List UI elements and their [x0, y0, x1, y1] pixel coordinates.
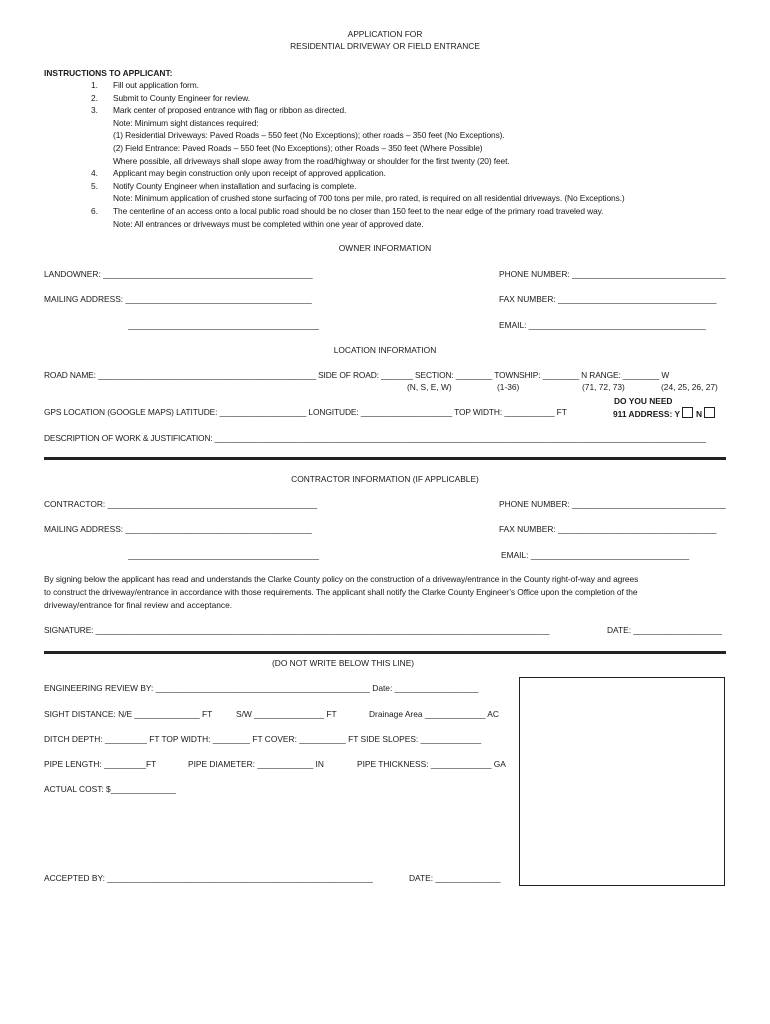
owner-phone-field[interactable]: PHONE NUMBER: _________________________________ — [499, 269, 726, 279]
road-location-fields[interactable]: ROAD NAME: ________________________________________________ SIDE OF ROAD: _______ SECTION: ________ TOWNSHIP: ________ N RANGE: ________ W — [44, 370, 670, 380]
owner-mailing-address-line2[interactable]: _________________________________________ — [128, 320, 319, 330]
sight-distance-sw-field[interactable]: S/W _______________ FT — [236, 709, 337, 719]
instruction-number: 5. — [91, 180, 98, 191]
instruction-text: (1) Residential Driveways: Paved Roads – 550 feet (No Exceptions); other roads – 350 feet (No Exceptions). — [113, 130, 505, 141]
agreement-text-line2: to construct the driveway/entrance in accordance with those requirements. The applicant shall notify the Clarke County Engineer’s Office upon the completion of the — [44, 587, 638, 597]
pipe-length-field[interactable]: PIPE LENGTH: _________FT — [44, 759, 157, 769]
pipe-thickness-field[interactable]: PIPE THICKNESS: _____________ GA — [357, 759, 506, 769]
engineering-review-field[interactable]: ENGINEERING REVIEW BY: ______________________________________________ Date: __________________ — [44, 683, 479, 693]
contractor-phone-field[interactable]: PHONE NUMBER: _________________________________ — [499, 499, 726, 509]
instruction-text: Note: Minimum application of crushed stone surfacing of 700 tons per mile, pro rated, is required on all residential driveways. (No Exceptions.) — [113, 193, 625, 204]
instruction-number: 6. — [91, 206, 98, 216]
sight-distance-ne-field[interactable]: SIGHT DISTANCE: N/E ______________ FT — [44, 709, 213, 719]
no-label: N — [696, 409, 703, 419]
accepted-date-field[interactable]: DATE: ______________ — [409, 873, 501, 883]
signature-field[interactable]: SIGNATURE: ____________________________________________________________________________________________________ — [44, 625, 550, 635]
form-subtitle: RESIDENTIAL DRIVEWAY OR FIELD ENTRANCE — [290, 41, 480, 51]
location-section-heading: LOCATION INFORMATION — [333, 345, 437, 355]
gps-location-fields[interactable]: GPS LOCATION (GOOGLE MAPS) LATITUDE: ___________________ LONGITUDE: ____________________ TOP WIDTH: ___________ FT — [44, 407, 567, 417]
instruction-text: Notify County Engineer when installation and surfacing is complete. — [113, 180, 357, 191]
drainage-area-field[interactable]: Drainage Area _____________ AC — [369, 709, 499, 719]
instruction-number: 2. — [91, 92, 98, 103]
instruction-text: The centerline of an access onto a local public road should be no closer than 150 feet to the near edge of the primary road traveled way. — [113, 206, 604, 216]
do-not-write-notice: (DO NOT WRITE BELOW THIS LINE) — [272, 658, 415, 668]
accepted-by-field[interactable]: ACCEPTED BY: _________________________________________________________ — [44, 873, 373, 883]
form-title: APPLICATION FOR — [347, 29, 423, 39]
address-911-question — [613, 407, 718, 420]
signature-date-field[interactable]: DATE: ___________________ — [607, 625, 722, 635]
office-sketch-box[interactable] — [519, 677, 725, 886]
owner-section-heading: OWNER INFORMATION — [338, 243, 432, 253]
do-you-need-label: DO YOU NEED — [614, 396, 673, 406]
instruction-number: 4. — [91, 168, 98, 179]
instruction-text: (2) Field Entrance: Paved Roads – 550 feet (No Exceptions); other Roads – 350 feet (Where Possible) — [113, 143, 483, 153]
description-of-work-field[interactable]: DESCRIPTION OF WORK & JUSTIFICATION: _____________________________________________________________________________________________________________ — [44, 433, 706, 443]
contractor-name-field[interactable]: CONTRACTOR: _____________________________________________ — [44, 499, 318, 509]
instruction-text: Applicant may begin construction only upon receipt of approved application. — [113, 168, 386, 179]
range-hint: (24, 25, 26, 27) — [661, 382, 718, 392]
instructions-heading: INSTRUCTIONS TO APPLICANT: — [44, 68, 173, 78]
instruction-text: Note: All entrances or driveways must be completed within one year of approved date. — [113, 218, 424, 229]
instruction-number: 3. — [91, 105, 98, 116]
instruction-text: Mark center of proposed entrance with flag or ribbon as directed. — [113, 105, 347, 116]
section-divider — [44, 457, 726, 460]
contractor-mailing-address-field[interactable]: MAILING ADDRESS: ________________________________________ — [44, 524, 312, 534]
contractor-fax-field[interactable]: FAX NUMBER: __________________________________ — [499, 524, 717, 534]
landowner-field[interactable]: LANDOWNER: _____________________________________________ — [44, 269, 313, 279]
instruction-number: 1. — [91, 80, 98, 90]
township-hint: (71, 72, 73) — [582, 382, 625, 392]
yes-checkbox[interactable] — [682, 407, 693, 418]
instruction-text: Where possible, all driveways shall slope away from the road/highway or shoulder for the first twenty (20) feet. — [113, 155, 510, 166]
pipe-diameter-field[interactable]: PIPE DIAMETER: ____________ IN — [188, 759, 324, 769]
contractor-mailing-address-line2[interactable]: _________________________________________ — [128, 550, 319, 560]
section-hint: (1-36) — [497, 382, 520, 392]
instruction-text: Fill out application form. — [113, 80, 199, 90]
office-use-divider — [44, 651, 726, 654]
owner-fax-field[interactable]: FAX NUMBER: __________________________________ — [499, 294, 717, 304]
contractor-section-heading: CONTRACTOR INFORMATION (IF APPLICABLE) — [291, 474, 479, 484]
instruction-text: Submit to County Engineer for review. — [113, 92, 250, 103]
address-911-label: 911 ADDRESS: Y — [613, 409, 681, 419]
owner-email-field[interactable]: EMAIL: ______________________________________ — [499, 320, 706, 330]
agreement-text-line1: By signing below the applicant has read and understands the Clarke County policy on the construction of a driveway/entrance in the County right-of-way and agrees — [44, 574, 639, 584]
ditch-dimensions-fields[interactable]: DITCH DEPTH: _________ FT TOP WIDTH: ________ FT COVER: __________ FT SIDE SLOPES: _____________ — [44, 734, 482, 744]
side-of-road-hint: (N, S, E, W) — [407, 382, 452, 392]
agreement-text-line3: driveway/entrance for final review and acceptance. — [44, 600, 233, 610]
no-checkbox[interactable] — [704, 407, 715, 418]
owner-mailing-address-field[interactable]: MAILING ADDRESS: ________________________________________ — [44, 294, 312, 304]
contractor-email-field[interactable]: EMAIL: __________________________________ — [501, 550, 690, 560]
actual-cost-field[interactable]: ACTUAL COST: $______________ — [44, 784, 176, 794]
instruction-text: Note: Minimum sight distances required: — [113, 117, 259, 128]
